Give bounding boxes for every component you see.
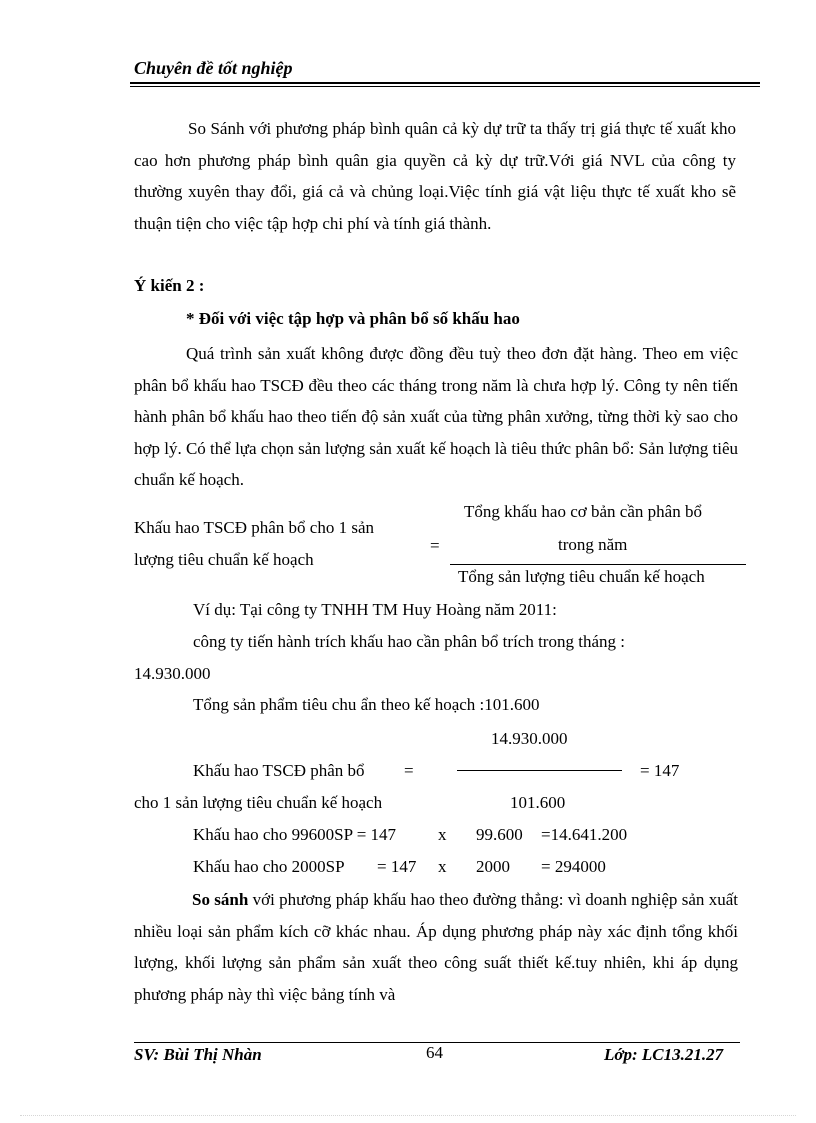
formula2-result: = 147 xyxy=(640,761,680,780)
page-number: 64 xyxy=(426,1043,443,1062)
footer-student-name: SV: Bùi Thị Nhàn xyxy=(134,1045,262,1064)
formula2-equals: = xyxy=(404,761,414,780)
formula1-denominator: Tổng sản lượng tiêu chuẩn kế hoạch xyxy=(458,567,705,586)
formula2-lhs-line1: Khấu hao TSCĐ phân bổ xyxy=(193,761,365,780)
calc2-label: Khấu hao cho 2000SP xyxy=(193,857,345,876)
heading-opinion-2: Ý kiến 2 : xyxy=(134,276,205,295)
paragraph-body-text: với phương pháp khấu hao theo đường thẳng: vì doanh nghiệp sản xuất nhiều loại sản phẩm kích cỡ khác nhau. Áp dụng phương pháp này xác định tổng khối lượng, khối lượng sản phẩm sản xuất theo công suất thiết kế.tuy nhiên, khi áp dụng phương pháp này thì việc bảng tính và xyxy=(134,890,739,1004)
formula1-lhs-line1: Khấu hao TSCĐ phân bổ cho 1 sản xyxy=(134,518,375,537)
formula1-numerator-line1: Tổng khấu hao cơ bản cần phân bổ xyxy=(464,502,702,521)
formula2-denominator: 101.600 xyxy=(510,793,566,812)
calc2-result: = 294000 xyxy=(541,857,606,876)
formula1-lhs-line2: lượng tiêu chuẩn kế hoạch xyxy=(134,550,314,569)
formula1-numerator-line2: trong năm xyxy=(558,535,628,554)
formula2-fraction-bar xyxy=(457,770,622,771)
header-rule-top xyxy=(130,82,760,84)
company-depreciation-line: công ty tiến hành trích khấu hao cần phân bổ trích trong tháng : xyxy=(193,632,625,651)
footer-class: Lớp: LC13.21.27 xyxy=(604,1045,724,1064)
calc1-result: =14.641.200 xyxy=(541,825,628,844)
formula2-lhs-line2: cho 1 sản lượng tiêu chuẩn kế hoạch xyxy=(134,793,383,812)
calc1-label: Khấu hao cho 99600SP = 147 xyxy=(193,825,397,844)
calc1-times: x xyxy=(438,825,447,844)
header-rule-bottom xyxy=(130,86,760,87)
calc2-equals: = 147 xyxy=(377,857,417,876)
formula2-numerator: 14.930.000 xyxy=(491,729,568,748)
paragraph-comparison-average: So Sánh với phương pháp bình quân cả kỳ dự trữ ta thấy trị giá thực tế xuất kho cao hơn phương pháp bình quân gia quyền cả kỳ dự trữ.Với giá NVL của công ty thường xuyên thay đổi, giá cả và chủng loại.Việc tính giá vật liệu thực tế xuất kho sẽ thuận tiện cho việc tập hợp chi phí và tính giá thành. xyxy=(134,119,736,233)
paragraph-straight-line-comparison xyxy=(134,884,738,1010)
formula1-fraction-bar xyxy=(450,564,746,565)
paragraph-lead-bold: So sánh xyxy=(192,890,249,909)
example-company-line: Ví dụ: Tại công ty TNHH TM Huy Hoàng năm 2011: xyxy=(193,600,557,619)
depreciation-amount: 14.930.000 xyxy=(134,664,211,683)
total-products-line: Tổng sản phẩm tiêu chu ẩn theo kế hoạch :101.600 xyxy=(193,695,540,714)
calc1-value: 99.600 xyxy=(476,825,523,844)
paragraph-production-process: Quá trình sản xuất không được đồng đều tuỳ theo đơn đặt hàng. Theo em việc phân bổ khấu hao TSCĐ đều theo các tháng trong năm là chưa hợp lý. Công ty nên tiến hành phân bổ khấu hao theo tiến độ sản xuất của từng phân xưởng, từng thời kỳ sao cho hợp lý. Có thể lựa chọn sản lượng sản xuất kế hoạch là tiêu thức phân bổ: Sản lượng tiêu chuẩn kế hoạch. xyxy=(134,344,738,490)
page-header-title: Chuyên đề tốt nghiệp xyxy=(134,58,293,78)
subheading-depreciation: * Đối với việc tập hợp và phân bổ số khấu hao xyxy=(186,309,520,328)
page-bottom-border xyxy=(20,1115,796,1116)
calc2-times: x xyxy=(438,857,447,876)
formula1-equals: = xyxy=(430,536,440,555)
calc2-value: 2000 xyxy=(476,857,510,876)
